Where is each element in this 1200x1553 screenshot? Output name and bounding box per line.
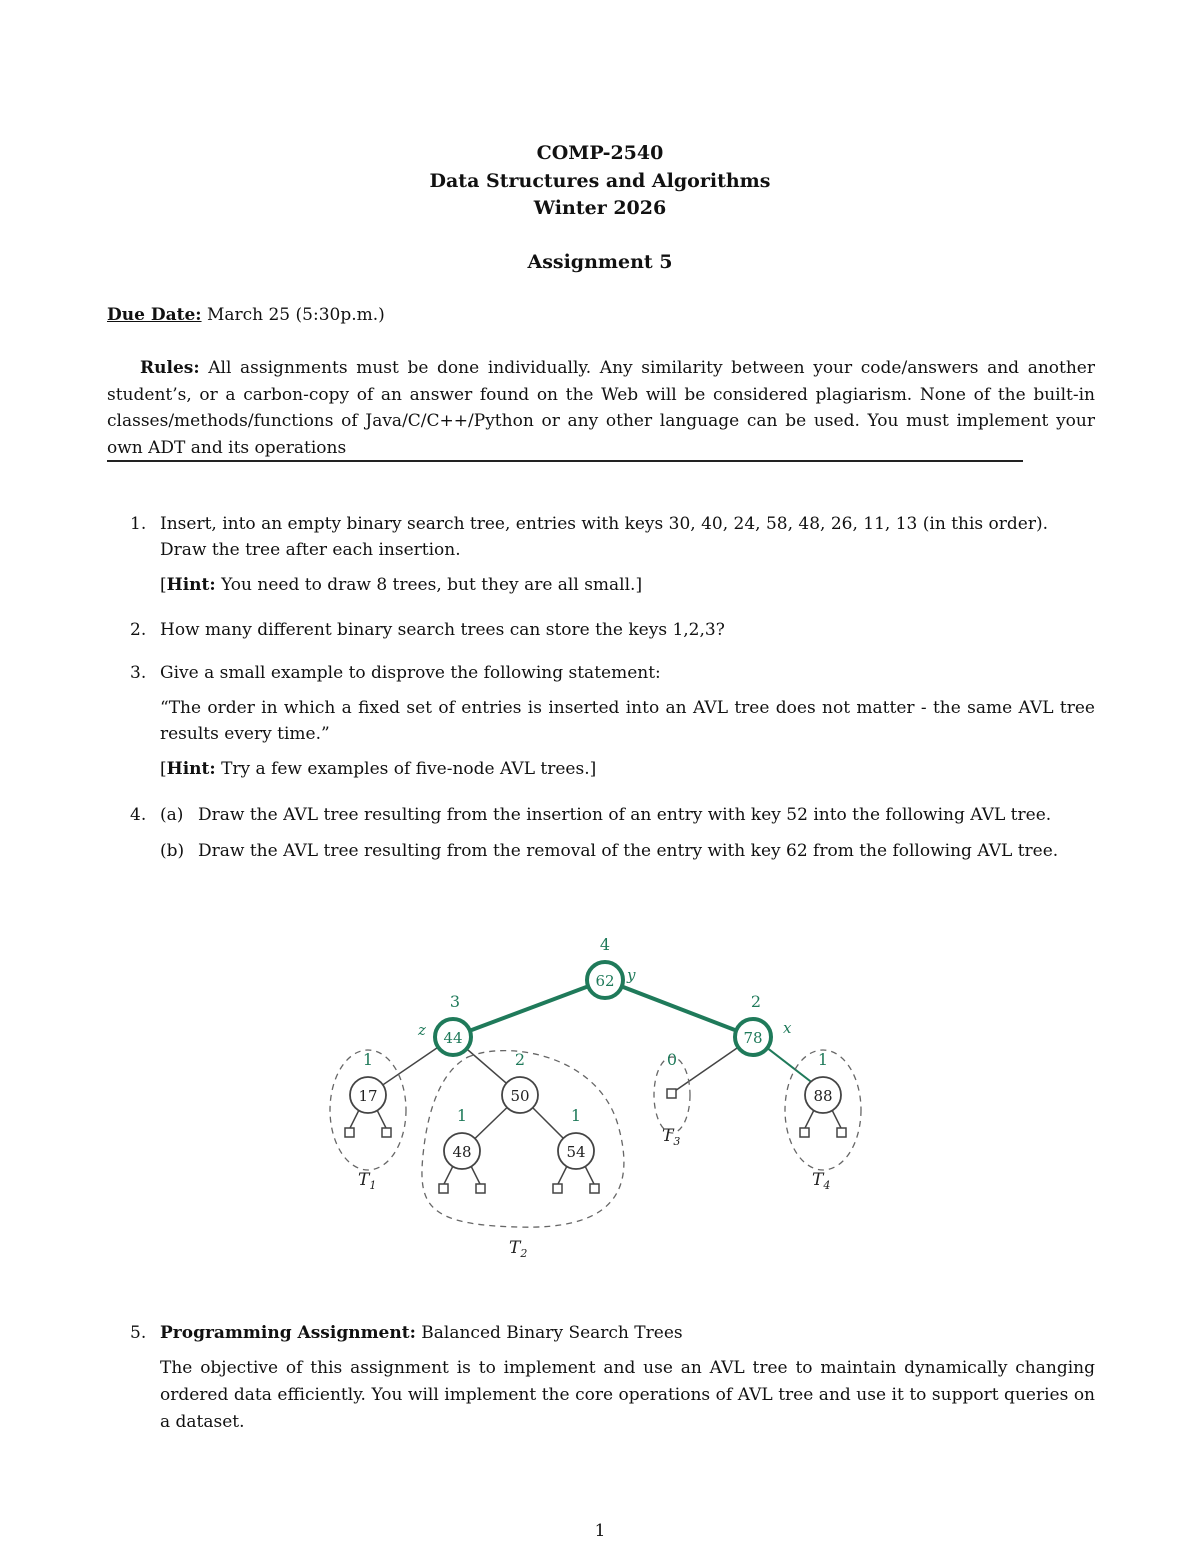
svg-text:48: 48 [452,1143,472,1161]
svg-text:44: 44 [443,1029,463,1047]
rules-text: All assignments must be done individually. Any similarity between your code/answers and another student’s, or a carbon-copy of an answer found on the Web will be considered plagiarism. None of the built-in classes/methods/functions of Java/C/C++/Python or any other language can be used. You must implement your own ADT and its operations [107,358,1095,458]
subpart-label: (b) [160,841,185,861]
question-5-title: Programming Assignment: [160,1323,416,1343]
question-text: Insert, into an empty binary search tree, entries with keys 30, 40, 24, 58, 48, 26, 11, 13 (in this order). Draw the tree after each insertion. [160,514,1049,560]
edge-62-78 [605,980,753,1037]
height-54: 1 [570,1106,582,1125]
rules-paragraph [107,355,1095,461]
height-t3: 0 [666,1050,678,1069]
question-4b [160,838,1095,864]
node-62 [587,962,623,998]
question-text: How many different binary search trees can store the keys 1,2,3? [160,620,725,640]
hint-label: Hint: [166,759,216,779]
question-1 [130,511,1095,598]
question-hint: [Hint: You need to draw 8 trees, but they are all small.] [160,575,643,595]
height-88: 1 [817,1050,829,1069]
question-quote: “The order in which a fixed set of entries is inserted into an AVL tree does not matter - the same AVL tree results every time.” [160,698,1095,744]
question-4a [160,802,1095,828]
label-x: x [783,1019,792,1037]
hint-text: You need to draw 8 trees, but they are all small. [221,575,636,595]
question-number: 1. [130,514,147,534]
hint-label: Hint: [166,575,216,595]
node-88 [805,1077,841,1113]
question-number: 5. [130,1323,147,1343]
question-number: 4. [130,805,147,825]
subtree-label-t3: $T_3$ [662,1126,681,1148]
height-48: 1 [456,1106,468,1125]
due-date [107,302,385,329]
question-5 [130,1320,1095,1436]
leaf-stubs [345,1089,846,1193]
question-3 [130,660,1095,782]
hint-text: Try a few examples of five-node AVL trees. [221,759,590,779]
question-heading [160,1320,1095,1346]
question-5-subtitle: Balanced Binary Search Trees [421,1323,683,1343]
due-date-value: March 25 (5:30p.m.) [206,305,385,325]
height-62: 4 [599,935,611,954]
subtree-label-t2: $T_2$ [509,1238,528,1260]
subpart-label: (a) [160,805,184,825]
rules-label: Rules: [140,358,200,378]
question-number: 2. [130,620,147,640]
height-78: 2 [750,992,762,1011]
subtree-label-t4: $T_4$ [812,1170,831,1192]
question-text: The objective of this assignment is to implement and use an AVL tree to maintain dynamically changing ordered data efficiently. You will implement the core operations of AVL tree and use it to support queries on a dataset. [160,1358,1095,1432]
node-44 [435,1019,471,1055]
node-50 [502,1077,538,1113]
question-2 [130,617,1095,643]
label-z: z [418,1021,426,1039]
course-code: COMP-2540 [536,142,664,164]
node-17 [350,1077,386,1113]
due-date-label: Due Date: [107,305,202,325]
height-50: 2 [514,1050,526,1069]
svg-text:88: 88 [813,1087,833,1105]
question-hint: [Hint: Try a few examples of five-node AVL trees.] [160,759,597,779]
svg-text:50: 50 [510,1087,530,1105]
node-48 [444,1133,480,1169]
assignment-title: Assignment 5 [527,251,673,273]
course-term: Winter 2026 [533,197,667,219]
label-y: y [627,966,636,984]
question-number: 3. [130,663,147,683]
node-54 [558,1133,594,1169]
subtree-outlines [330,1050,861,1227]
course-title: Data Structures and Algorithms [429,170,771,192]
subtree-label-t1: $T_1$ [358,1170,377,1192]
node-78 [735,1019,771,1055]
avl-tree-figure [318,925,873,1270]
edge-62-44 [453,980,605,1037]
svg-text:54: 54 [566,1143,586,1161]
subpart-text: Draw the AVL tree resulting from the insertion of an entry with key 52 into the following AVL tree. [198,805,1052,825]
svg-text:17: 17 [358,1087,378,1105]
subpart-text: Draw the AVL tree resulting from the removal of the entry with key 62 from the following AVL tree. [198,841,1059,861]
page-number: 1 [594,1521,606,1541]
svg-text:62: 62 [595,972,615,990]
question-text: Give a small example to disprove the following statement: [160,663,661,683]
height-17: 1 [362,1050,374,1069]
question-4 [130,802,1095,864]
svg-text:78: 78 [743,1029,763,1047]
height-44: 3 [449,992,461,1011]
horizontal-rule [107,460,1023,462]
